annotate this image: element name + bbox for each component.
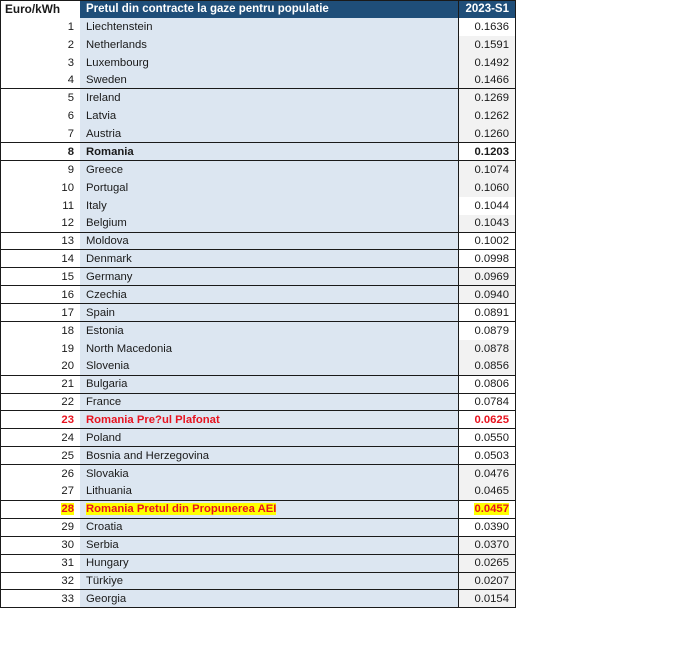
- country-cell: [80, 286, 458, 303]
- value-cell-text: 0.0465: [474, 485, 509, 498]
- table-row: [0, 411, 516, 429]
- country-cell: [80, 36, 458, 54]
- rank-cell-text: 10: [61, 181, 74, 194]
- table-row: [0, 394, 516, 412]
- country-cell: [80, 573, 458, 590]
- country-cell-text: Bosnia and Herzegovina: [86, 449, 210, 462]
- rank-cell-text: 13: [61, 235, 74, 248]
- country-cell-text: Czechia: [86, 288, 127, 301]
- country-cell: [80, 161, 458, 179]
- table-row: [0, 161, 516, 179]
- country-cell: [80, 179, 458, 197]
- rank-cell-text: 21: [61, 378, 74, 391]
- country-cell-text: Netherlands: [86, 38, 147, 51]
- rank-cell-text: 18: [61, 324, 74, 337]
- rank-cell: [0, 465, 80, 483]
- rank-cell: [0, 18, 80, 36]
- table-row: [0, 268, 516, 286]
- value-cell-text: 0.0265: [474, 557, 509, 570]
- rank-cell-text: 8: [67, 145, 74, 158]
- country-cell-text: Ireland: [86, 92, 121, 105]
- rank-cell: [0, 358, 80, 375]
- value-cell: [458, 72, 516, 89]
- country-cell: [80, 268, 458, 285]
- country-cell-text: Romania Pretul din Propunerea AEI: [86, 503, 277, 516]
- rank-cell-text: 24: [61, 431, 74, 444]
- rank-cell-text: 17: [61, 306, 74, 319]
- table-row: [0, 72, 516, 90]
- country-cell: [80, 465, 458, 483]
- value-cell: [458, 483, 516, 500]
- country-cell-text: Hungary: [86, 557, 129, 570]
- table-row: [0, 590, 516, 608]
- table-row: [0, 501, 516, 519]
- rank-cell: [0, 250, 80, 267]
- country-cell-text: Poland: [86, 431, 122, 444]
- value-cell-text: 0.0879: [474, 324, 509, 337]
- table-row: [0, 143, 516, 161]
- rank-cell-text: 28: [61, 503, 74, 516]
- value-cell-text: 0.1060: [474, 181, 509, 194]
- value-cell: [458, 394, 516, 411]
- country-cell: [80, 376, 458, 393]
- table-row: [0, 537, 516, 555]
- value-cell-text: 0.0476: [474, 468, 509, 481]
- rank-cell: [0, 89, 80, 107]
- rank-cell-text: 9: [67, 163, 74, 176]
- value-cell-text: 0.0856: [474, 360, 509, 373]
- rank-cell: [0, 447, 80, 464]
- table-row: [0, 18, 516, 36]
- value-cell-text: 0.1262: [474, 110, 509, 123]
- country-cell: [80, 233, 458, 250]
- rank-cell: [0, 322, 80, 340]
- country-cell: [80, 501, 458, 518]
- country-cell: [80, 590, 458, 607]
- rank-cell-text: 27: [61, 485, 74, 498]
- rank-cell: [0, 411, 80, 428]
- country-cell: [80, 107, 458, 125]
- country-cell: [80, 322, 458, 340]
- rank-cell: [0, 125, 80, 142]
- value-cell: [458, 573, 516, 590]
- table-row: [0, 107, 516, 125]
- country-cell: [80, 54, 458, 72]
- country-cell-text: Austria: [86, 127, 122, 140]
- table-row: [0, 36, 516, 54]
- country-cell: [80, 447, 458, 464]
- country-cell-text: Spain: [86, 306, 115, 319]
- value-cell-text: 0.0806: [474, 378, 509, 391]
- value-cell: [458, 590, 516, 607]
- value-cell: [458, 215, 516, 232]
- value-cell-text: 0.0550: [474, 431, 509, 444]
- value-cell-text: 0.0784: [474, 396, 509, 409]
- rank-cell-text: 11: [62, 199, 74, 212]
- value-cell: [458, 161, 516, 179]
- country-cell-text: Luxembourg: [86, 56, 149, 69]
- rank-cell-text: 25: [61, 449, 74, 462]
- rank-cell-text: 12: [61, 217, 74, 230]
- rank-cell: [0, 304, 80, 321]
- value-cell-text: 0.1466: [474, 74, 509, 86]
- country-cell-text: France: [86, 396, 122, 409]
- value-cell-text: 0.0969: [474, 270, 509, 283]
- country-cell: [80, 18, 458, 36]
- value-cell: [458, 143, 516, 160]
- country-cell: [80, 89, 458, 107]
- value-cell: [458, 304, 516, 321]
- rank-cell: [0, 340, 80, 358]
- rank-cell: [0, 555, 80, 572]
- table-row: [0, 125, 516, 143]
- value-cell: [458, 18, 516, 36]
- country-cell-text: Slovakia: [86, 468, 129, 481]
- table-row: [0, 483, 516, 501]
- table-row: [0, 304, 516, 322]
- value-cell-text: 0.1636: [474, 20, 509, 33]
- value-cell-text: 0.1043: [474, 217, 509, 230]
- rank-cell-text: 7: [67, 127, 74, 140]
- value-cell-text: 0.0457: [474, 503, 509, 516]
- value-cell-text: 0.0370: [474, 539, 509, 552]
- value-cell: [458, 429, 516, 446]
- value-cell-text: 0.0878: [474, 342, 509, 355]
- title-header: Pretul din contracte la gaze pentru populatie: [80, 0, 458, 18]
- rank-cell-text: 3: [67, 56, 74, 69]
- rank-cell: [0, 573, 80, 590]
- value-cell-text: 0.1044: [474, 199, 509, 212]
- rank-cell-text: 5: [67, 92, 74, 105]
- table-row: [0, 429, 516, 447]
- country-cell-text: Liechtenstein: [86, 20, 153, 33]
- rank-cell: [0, 143, 80, 160]
- unit-header: Euro/kWh: [0, 0, 80, 18]
- table-row: [0, 54, 516, 72]
- country-cell: [80, 411, 458, 428]
- country-cell-text: Greece: [86, 163, 124, 176]
- rank-cell: [0, 72, 80, 89]
- country-cell-text: Serbia: [86, 539, 119, 552]
- value-cell: [458, 36, 516, 54]
- country-cell: [80, 519, 458, 536]
- rank-cell: [0, 179, 80, 197]
- rank-cell-text: 29: [61, 521, 74, 534]
- country-cell-text: Bulgaria: [86, 378, 128, 391]
- country-cell: [80, 483, 458, 500]
- value-cell-text: 0.0503: [474, 449, 509, 462]
- value-cell-text: 0.0207: [474, 574, 509, 587]
- table-row: [0, 573, 516, 591]
- value-cell-text: 0.0625: [474, 413, 509, 426]
- country-cell-text: Germany: [86, 270, 133, 283]
- country-cell-text: Georgia: [86, 592, 127, 605]
- country-cell: [80, 358, 458, 375]
- rank-cell: [0, 233, 80, 250]
- rank-cell-text: 30: [61, 539, 74, 552]
- country-cell: [80, 394, 458, 411]
- value-cell-text: 0.1002: [474, 235, 509, 248]
- country-cell-text: Slovenia: [86, 360, 130, 373]
- value-cell: [458, 537, 516, 554]
- rank-cell-text: 20: [61, 360, 74, 373]
- rank-cell-text: 16: [61, 288, 74, 301]
- country-cell-text: Estonia: [86, 324, 124, 337]
- rank-cell-text: 6: [67, 110, 74, 123]
- table-row: [0, 233, 516, 251]
- country-cell-text: Denmark: [86, 252, 132, 265]
- rank-cell-text: 19: [61, 342, 74, 355]
- rank-cell: [0, 107, 80, 125]
- value-cell-text: 0.0154: [474, 592, 509, 605]
- rank-cell: [0, 394, 80, 411]
- country-cell-text: Italy: [86, 199, 107, 212]
- rank-cell: [0, 537, 80, 554]
- country-cell-text: Romania Pre?ul Plafonat: [86, 413, 220, 426]
- value-cell: [458, 376, 516, 393]
- value-cell: [458, 286, 516, 303]
- country-cell-text: Latvia: [86, 110, 117, 123]
- table-row: [0, 179, 516, 197]
- rank-cell-text: 1: [67, 20, 74, 33]
- rank-cell-text: 4: [67, 74, 74, 86]
- rank-cell: [0, 483, 80, 500]
- country-cell: [80, 72, 458, 89]
- country-cell-text: Romania: [86, 145, 134, 158]
- value-cell-text: 0.1074: [474, 163, 509, 176]
- country-cell: [80, 197, 458, 215]
- country-cell: [80, 537, 458, 554]
- table-row: [0, 215, 516, 233]
- value-cell: [458, 322, 516, 340]
- rank-cell-text: 26: [61, 468, 74, 481]
- country-cell: [80, 250, 458, 267]
- value-cell: [458, 89, 516, 107]
- rank-cell: [0, 501, 80, 518]
- rank-cell: [0, 215, 80, 232]
- country-cell-text: Belgium: [86, 217, 127, 230]
- table-body: [0, 18, 516, 608]
- table-row: [0, 89, 516, 107]
- country-cell-text: Croatia: [86, 521, 123, 534]
- table-row: [0, 250, 516, 268]
- country-cell: [80, 340, 458, 358]
- value-cell-text: 0.0891: [474, 306, 509, 319]
- value-cell: [458, 233, 516, 250]
- country-cell: [80, 125, 458, 142]
- rank-cell-text: 32: [61, 574, 74, 587]
- country-cell: [80, 304, 458, 321]
- rank-cell: [0, 161, 80, 179]
- value-cell: [458, 411, 516, 428]
- value-cell: [458, 555, 516, 572]
- country-cell: [80, 143, 458, 160]
- value-cell-text: 0.0998: [474, 252, 509, 265]
- value-cell: [458, 447, 516, 464]
- rank-cell-text: 31: [61, 557, 74, 570]
- rank-cell: [0, 197, 80, 215]
- rank-cell-text: 15: [61, 270, 74, 283]
- period-header: 2023-S1: [458, 0, 516, 18]
- country-cell: [80, 429, 458, 446]
- table-header-row: [0, 0, 516, 18]
- table-row: [0, 519, 516, 537]
- country-cell-text: Moldova: [86, 235, 129, 248]
- value-cell-text: 0.1591: [474, 38, 509, 51]
- value-cell: [458, 250, 516, 267]
- table-row: [0, 358, 516, 376]
- value-cell-text: 0.0940: [474, 288, 509, 301]
- table-row: [0, 286, 516, 304]
- country-cell-text: North Macedonia: [86, 342, 173, 355]
- table-row: [0, 465, 516, 483]
- country-cell-text: Türkiye: [86, 574, 124, 587]
- value-cell-text: 0.1260: [474, 127, 509, 140]
- table-row: [0, 197, 516, 215]
- country-cell-text: Lithuania: [86, 485, 132, 498]
- country-cell: [80, 555, 458, 572]
- value-cell-text: 0.1203: [474, 145, 509, 158]
- value-cell: [458, 125, 516, 142]
- value-cell: [458, 519, 516, 536]
- value-cell: [458, 340, 516, 358]
- rank-cell: [0, 429, 80, 446]
- table-row: [0, 555, 516, 573]
- table-row: [0, 340, 516, 358]
- rank-cell: [0, 519, 80, 536]
- rank-cell: [0, 36, 80, 54]
- value-cell-text: 0.1269: [474, 92, 509, 105]
- value-cell: [458, 54, 516, 72]
- value-cell: [458, 197, 516, 215]
- rank-cell: [0, 376, 80, 393]
- value-cell-text: 0.1492: [474, 56, 509, 69]
- country-cell: [80, 215, 458, 232]
- value-cell: [458, 179, 516, 197]
- value-cell: [458, 465, 516, 483]
- rank-cell: [0, 286, 80, 303]
- table-row: [0, 376, 516, 394]
- value-cell: [458, 268, 516, 285]
- rank-cell: [0, 54, 80, 72]
- value-cell: [458, 107, 516, 125]
- rank-cell-text: 33: [61, 592, 74, 605]
- table-row: [0, 322, 516, 340]
- rank-cell: [0, 590, 80, 607]
- rank-cell-text: 23: [61, 413, 74, 426]
- rank-cell-text: 14: [61, 252, 74, 265]
- rank-cell: [0, 268, 80, 285]
- country-cell-text: Portugal: [86, 181, 129, 194]
- country-cell-text: Sweden: [86, 74, 127, 86]
- value-cell: [458, 501, 516, 518]
- table-row: [0, 447, 516, 465]
- rank-cell-text: 2: [67, 38, 74, 51]
- value-cell: [458, 358, 516, 375]
- value-cell-text: 0.0390: [474, 521, 509, 534]
- rank-cell-text: 22: [61, 396, 74, 409]
